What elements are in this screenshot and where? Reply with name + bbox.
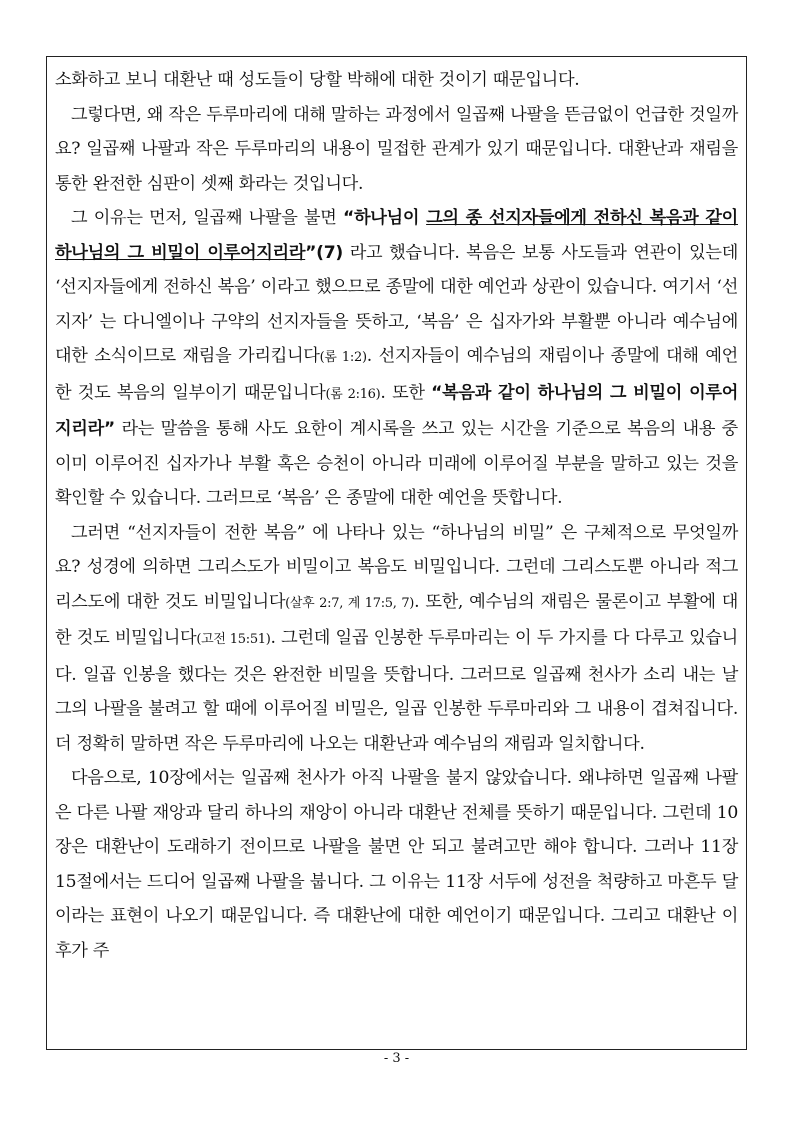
- paragraph-4: [55, 516, 738, 762]
- paragraph-2: [55, 98, 738, 202]
- text-segment: 그 이유는 먼저, 일곱째 나팔을 불면: [71, 208, 343, 228]
- text-segment: . 또한: [380, 382, 432, 403]
- paragraph-1: [55, 63, 738, 98]
- text-segment: 다음으로, 10장에서는 일곱째 천사가 아직 나팔을 불지 않았습니다. 왜냐하면 일곱째 나팔은 다른 나팔 재앙과 달리 하나의 재앙이 아니라 대환난 전체를 뜻하기 때문입니다. 그런데 10장은 대환난이 도래하기 전이므로 나팔을 불면 안 되고 불려고만 해야 합니다. 그러나 11장 15절에서는 드디어 일곱째 나팔을 붑니다. 그 이유는 11장 서두에 성전을 척량하고 마흔두 달이라는 표현이 나오기 때문입니다. 즉 대환난에 대한 예언이기 때문입니다. 그리고 대환난 이후가 주: [55, 768, 738, 961]
- text-segment: . 또한, 예수님의 재림은 물론이고 부활에 대한 것도 비밀입니다: [55, 591, 738, 648]
- page-frame: [46, 56, 747, 1050]
- quote-emphasis: “하나님이: [342, 208, 427, 228]
- quote-emphasis-underlined: 그의 종 선지자들에게 전하신 복음과 같이 하나님의 그 비밀이 이루어지리라: [55, 208, 738, 263]
- text-segment: 라고 했습니다. 복음은 보통 사도들과 연관이 있는데 ‘선지자들에게 전하신 복음’ 이라고 했으므로 종말에 대한 예언과 상관이 있습니다. 여기서 ‘선지자’ 는 다니엘이나 구약의 선지자들을 뜻하고, ‘복음’ 은 십자가와 부활뿐 아니라 예수님에 대한 소식이므로 재림을 가리킵니다: [55, 242, 738, 366]
- text-segment: 라는 말씀을 통해 사도 요한이 계시록을 쓰고 있는 시간을 기준으로 복음의 내용 중 이미 이루어진 십자가나 부활 혹은 승천이 아니라 미래에 이루어질 부분을 말하고 있는 것을 확인할 수 있습니다. 그러므로 ‘복음’ 은 종말에 대한 예언을 뜻합니다.: [55, 419, 738, 508]
- scripture-reference: (살후 2:7, 계 17:5, 7): [285, 595, 415, 611]
- text-segment: 소화하고 보니 대환난 때 성도들이 당할 박해에 대한 것이기 때문입니다.: [55, 70, 580, 90]
- paragraph-5: [55, 761, 738, 968]
- text-segment: . 선지자들이 예수님의 재림이나 종말에 대해 예언한 것도 복음의 일부이기 때문입니다: [55, 346, 738, 403]
- text-segment: 그러면 “선지자들이 전한 복음” 에 나타나 있는 “하나님의 비밀” 은 구체적으로 무엇일까요? 성경에 의하면 그리스도가 비밀이고 복음도 비밀입니다. 그런데 그리스도뿐 아니라 적그리스도에 대한 것도 비밀입니다: [55, 522, 738, 612]
- quote-emphasis: ”(7): [305, 242, 343, 263]
- page-number: - 3 -: [383, 1051, 410, 1066]
- scripture-reference: (롬 2:16): [325, 386, 381, 402]
- document-body: [55, 63, 738, 968]
- text-segment: . 그런데 일곱 인봉한 두루마리는 이 두 가지를 다 다루고 있습니다. 일곱 인봉을 했다는 것은 완전한 비밀을 뜻합니다. 그러므로 일곱째 천사가 소리 내는 날 그의 나팔을 불려고 할 때에 이루어질 비밀은, 일곱 인봉한 두루마리와 그 내용이 겹쳐집니다. 더 정확히 말하면 작은 두루마리에 나오는 대환난과 예수님의 재림과 일치합니다.: [55, 628, 738, 754]
- quote-emphasis: “복음과 같이 하나님의 그 비밀이 이루어지리라”: [55, 382, 738, 439]
- scripture-reference: (고전 15:51): [196, 632, 271, 647]
- scripture-reference: (롬 1:2): [319, 350, 367, 365]
- paragraph-3: [55, 201, 738, 516]
- text-segment: 그렇다면, 왜 작은 두루마리에 대해 말하는 과정에서 일곱째 나팔을 뜬금없이 언급한 것일까요? 일곱째 나팔과 작은 두루마리의 내용이 밀접한 관계가 있기 때문입니다. 대환난과 재림을 통한 완전한 심판이 셋째 화라는 것입니다.: [55, 104, 738, 194]
